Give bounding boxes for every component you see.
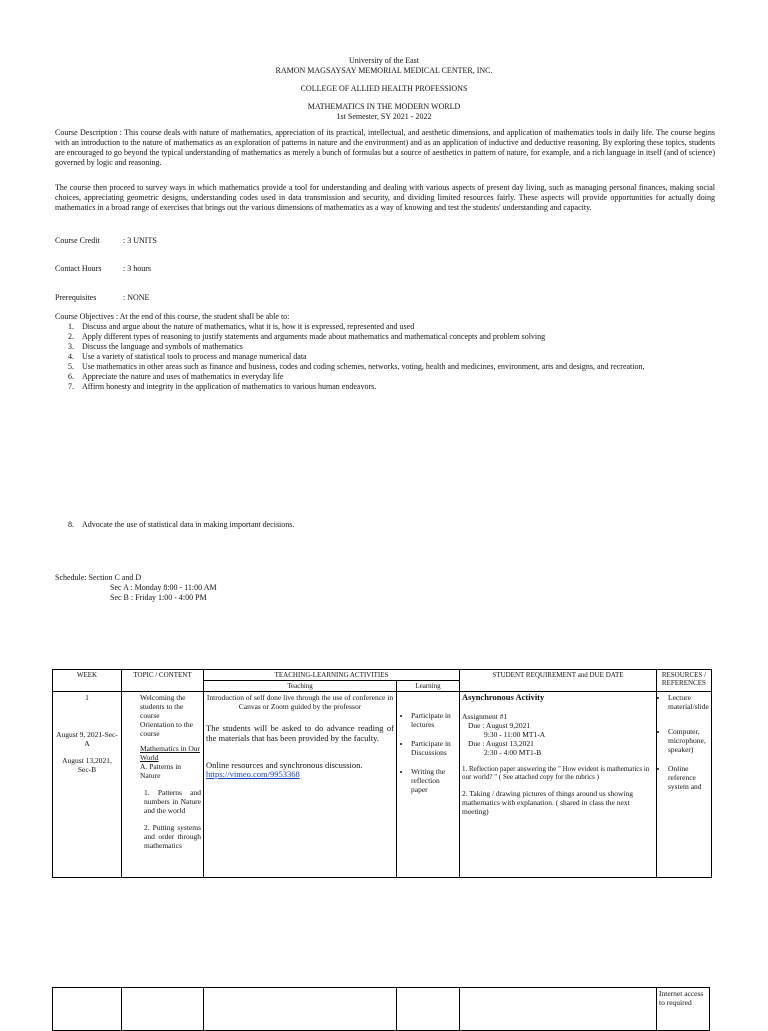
header-resources: RESOURCES / REFERENCES bbox=[657, 670, 712, 692]
empty-cell bbox=[122, 988, 204, 1031]
topic-cell bbox=[122, 692, 204, 878]
requirement-title: Asynchronous Activity bbox=[462, 692, 545, 702]
header-tla: TEACHING-LEARNING ACTIVITIES bbox=[204, 670, 460, 681]
teaching-intro: Introduction of self done live through the use of conference in Canvas or Zoom guided by the professor bbox=[206, 693, 394, 711]
description-paragraph-2: The course then proceed to survey ways in which mathematics provide a tool for understanding and dealing with various aspects of present day living, such as managing personal finances, making social choices, appreciating geometric designs, understanding codes used in data transmission and security, and dividing limited resources fairly. These aspects will provide opportunities for actually doing mathematics in a broad range of exercises that brings out the various dimensions of mathematics as a way of knowing and test the students' understanding and capacity. bbox=[55, 183, 715, 212]
empty-cell bbox=[460, 988, 657, 1031]
contact-hours-value: : 3 hours bbox=[123, 264, 151, 273]
university-name: University of the East bbox=[349, 56, 419, 65]
requirement-due-1: Due : August 9,2021 bbox=[468, 721, 531, 730]
objective-item: 5. Use mathematics in other areas such as finance and business, codes and coding schemes, networks, voting, health and medicines, environment, arts and designs, and recreation, bbox=[68, 362, 645, 371]
schedule-sec-a: Sec A : Monday 8:00 - 11:00 AM bbox=[110, 583, 217, 592]
contact-hours-row bbox=[55, 264, 151, 273]
header-week: WEEK bbox=[53, 670, 122, 692]
description-paragraph-1: This course deals with nature of mathematics, appreciation of its practical, intellectual, and aesthetic dimensions, and application of mathematics tools in daily life. The course begins with an introduction to the nature of mathematics as an exploration of patterns in nature and the environment) and as an application of inductive and deductive reasoning. By exploring these topics, students are encouraged to go beyond the typical understanding of mathematics as merely a bunch of formulas but a source of aesthetics in pattern of nature, for example, and a rich language in itself (and of science) governed by logic and reasoning. bbox=[55, 128, 716, 167]
empty-cell bbox=[397, 988, 460, 1031]
course-credit-row bbox=[55, 236, 157, 245]
header-requirement: STUDENT REQUIREMENT and DUE DATE bbox=[460, 670, 657, 692]
objective-item: 4. Use a variety of statistical tools to process and manage numerical data bbox=[68, 352, 307, 361]
resource-item: • Online reference system and bbox=[668, 764, 709, 791]
contact-hours-label: Contact Hours bbox=[55, 264, 102, 273]
course-plan-table-continued bbox=[52, 987, 710, 1031]
learning-item: • Participate in lectures bbox=[411, 711, 457, 729]
learning-cell bbox=[397, 692, 460, 878]
prerequisites-value: : NONE bbox=[123, 293, 150, 302]
resource-continued: Internet access to required bbox=[657, 988, 710, 1031]
resource-item: • Computer, microphone, speaker) bbox=[668, 727, 709, 754]
semester: 1st Semester, SY 2021 - 2022 bbox=[336, 112, 432, 121]
requirement-item-1: 1. Reflection paper answering the " How evident is mathematics in our world? " ( See attached copy for the rubrics ) bbox=[462, 765, 650, 781]
topic-sub-2: 2. Putting systems and order through mathematics bbox=[144, 823, 201, 850]
center-name: RAMON MAGSAYSAY MEMORIAL MEDICAL CENTER, INC. bbox=[275, 66, 493, 75]
learning-item: • Participate in Discussions bbox=[411, 739, 457, 757]
requirement-assignment: Assignment #1 bbox=[462, 712, 508, 721]
topic-orientation: Orientation to the course bbox=[140, 720, 193, 738]
requirement-time-1: 9:30 - 11:00 MT1-A bbox=[484, 730, 546, 739]
requirement-time-2: 2:30 - 4:00 MT1-B bbox=[484, 748, 542, 757]
header-learning: Learning bbox=[397, 681, 460, 692]
objective-item: 1. Discuss and argue about the nature of mathematics, what it is, how it is expressed, represented and used bbox=[68, 322, 415, 331]
header-teaching: Teaching bbox=[204, 681, 397, 692]
empty-cell bbox=[204, 988, 397, 1031]
objective-item: 6. Appreciate the nature and uses of mathematics in everyday life bbox=[68, 372, 284, 381]
course-title: MATHEMATICS IN THE MODERN WORLD bbox=[307, 102, 461, 111]
objective-item: 3. Discuss the language and symbols of mathematics bbox=[68, 342, 243, 351]
schedule-sec-b: Sec B : Friday 1:00 - 4:00 PM bbox=[110, 593, 207, 602]
requirement-cell bbox=[460, 692, 657, 878]
teaching-reading: The students will be asked to do advance reading of the materials that has been provided by the faculty. bbox=[206, 723, 394, 743]
week-date-b: August 13,2021, Sec-B bbox=[62, 756, 112, 774]
requirement-item-2: 2. Taking / drawing pictures of things around us showing mathematics with explanation. ( shared in class the next meeting) bbox=[462, 789, 633, 816]
prerequisites-row bbox=[55, 293, 149, 302]
week-number: 1 bbox=[85, 693, 89, 702]
resource-item: • Lecture material/slide bbox=[668, 693, 709, 711]
topic-welcome: Welcoming the students to the course bbox=[140, 693, 186, 720]
schedule-sections: Schedule: Section C and D bbox=[55, 573, 142, 582]
topic-math-world: Mathematics in Our World bbox=[140, 744, 200, 762]
objectives-list bbox=[68, 322, 708, 392]
requirement-due-2: Due : August 13,2021 bbox=[468, 739, 534, 748]
learning-item: • Writing the reflection paper bbox=[411, 767, 457, 794]
week-cell bbox=[53, 692, 122, 878]
header-topic: TOPIC / CONTENT bbox=[122, 670, 204, 692]
description-label: Course Description : bbox=[55, 128, 122, 137]
teaching-cell bbox=[204, 692, 397, 878]
course-credit-value: : 3 UNITS bbox=[123, 236, 157, 245]
objective-item-8: 8. Advocate the use of statistical data in making important decisions. bbox=[68, 520, 295, 529]
college-name: COLLEGE OF ALLIED HEALTH PROFESSIONS bbox=[300, 84, 468, 93]
resources-cell bbox=[657, 692, 712, 878]
document-header bbox=[0, 56, 768, 122]
schedule bbox=[55, 573, 217, 603]
course-credit-label: Course Credit bbox=[55, 236, 100, 245]
teaching-online: Online resources and synchronous discussion. bbox=[206, 760, 363, 770]
objective-item: 7. Affirm honesty and integrity in the application of mathematics to various human endeavors. bbox=[68, 382, 377, 391]
objective-item: 2. Apply different types of reasoning to justify statements and arguments made about mathematics and mathematical concepts and problem solving bbox=[68, 332, 546, 341]
prerequisites-label: Prerequisites bbox=[55, 293, 97, 302]
empty-cell bbox=[53, 988, 122, 1031]
topic-patterns: A. Patterns in Nature bbox=[140, 762, 182, 780]
topic-sub-1: 1. Patterns and numbers in Nature and the world bbox=[144, 788, 201, 815]
week-date-a: August 9, 2021-Sec-A bbox=[56, 730, 118, 748]
course-description bbox=[55, 128, 715, 168]
objectives-label: Course Objectives : At the end of this course, the student shall be able to: bbox=[55, 312, 290, 321]
vimeo-link[interactable]: https://vimeo.com/9953368 bbox=[206, 769, 300, 779]
course-plan-table bbox=[52, 669, 712, 878]
